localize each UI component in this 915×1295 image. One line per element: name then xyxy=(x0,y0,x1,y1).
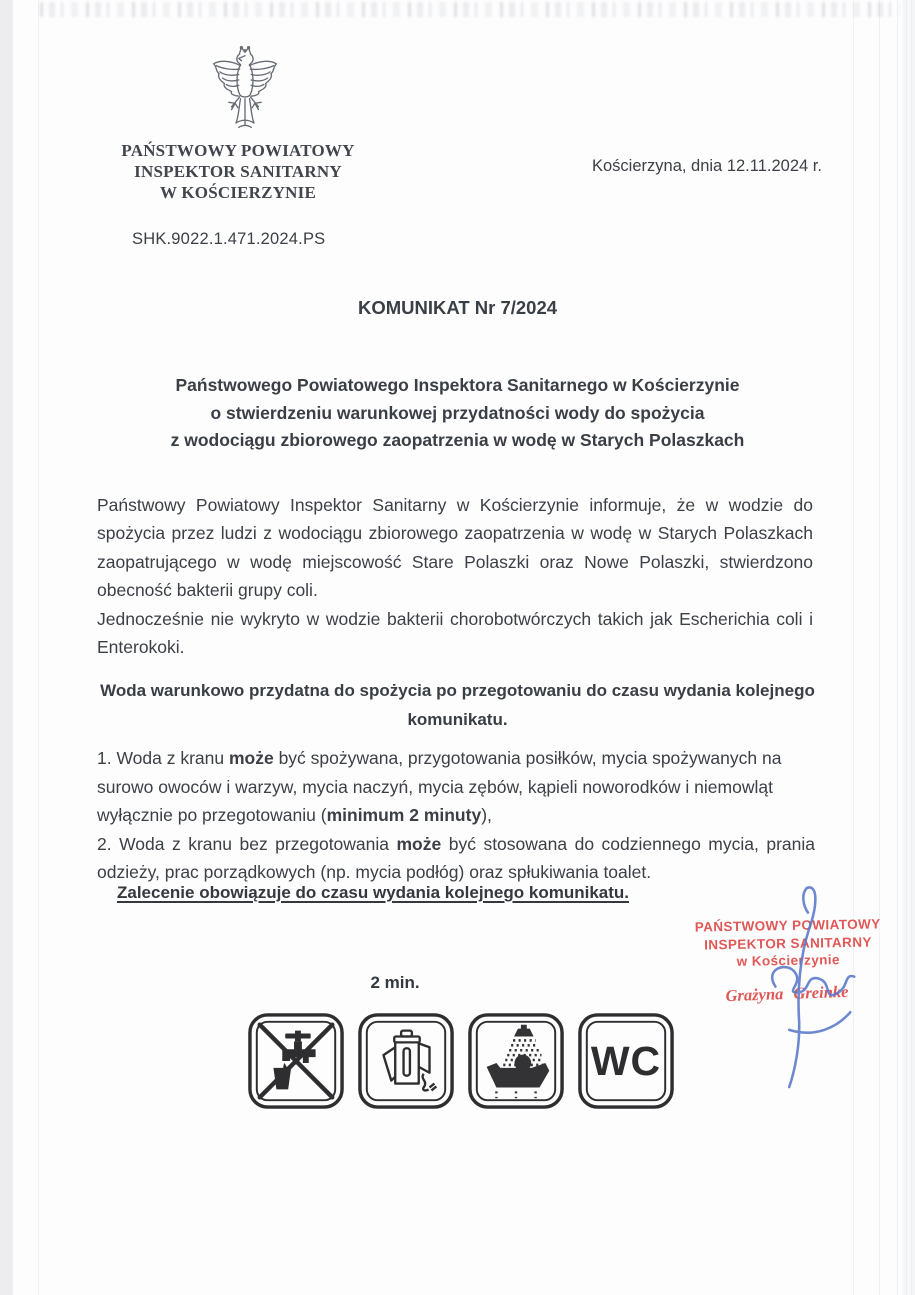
document-title: KOMUNIKAT Nr 7/2024 xyxy=(357,297,558,318)
stamp-signatory-name: Grażyna Greinke xyxy=(725,981,849,1006)
item2-bold-moze: może xyxy=(396,833,442,854)
subtitle-line: o stwierdzeniu warunkowej przydatności wody do spożycia xyxy=(210,402,705,423)
wc-label: WC xyxy=(590,1037,662,1084)
org-name-line: INSPEKTOR SANITARNY xyxy=(134,162,342,181)
item1-text: 1. Woda z kranu xyxy=(97,748,229,768)
boil-duration-caption: 2 min. xyxy=(370,973,420,992)
stamp-line: w Kościerzynie xyxy=(736,952,840,969)
pictogram-row xyxy=(247,1012,675,1110)
scan-edge-right xyxy=(903,0,915,1295)
polish-eagle-emblem-icon xyxy=(203,45,287,131)
item1-text: być spożywana, przygotowania posiłków, mycia spożywanych na surowo owoców i warzyw, mycia naczyń, mycia zębów, kąpieli noworodków i niemowląt wyłącznie po przegotowaniu ( xyxy=(97,748,782,826)
kettle-boil-icon xyxy=(357,1012,455,1110)
handwritten-signature xyxy=(742,882,868,1094)
subtitle-line: Państwowego Powiatowego Inspektora Sanitarnego w Kościerzynie xyxy=(175,375,740,395)
paragraph-findings: Państwowy Powiatowy Inspektor Sanitarny w Kościerzynie informuje, że w wodzie do spożycia przez ludzi z wodociągu zbiorowego zaopatrzenia w wodę w Starych Polaszkach zaopatrującego w wodę miejscowość Stare Polaszki oraz Nowe Polaszki, stwierdzono obecność bakterii grupy coli. xyxy=(97,495,813,601)
baby-bath-shower-icon xyxy=(467,1012,565,1110)
document-reference-number: SHK.9022.1.471.2024.PS xyxy=(132,230,326,248)
scan-line-right-1 xyxy=(853,0,854,1295)
item1-text: ), xyxy=(481,805,492,826)
org-name-block xyxy=(108,140,368,203)
conditional-usability-notice xyxy=(100,676,815,734)
instruction-item-1 xyxy=(97,744,815,830)
item2-text: być stosowana do codziennego mycia, prania odzieży, prac porządkowych (np. mycia podłóg) oraz spłukiwania toalet. xyxy=(97,833,815,883)
instructions-list xyxy=(97,744,815,887)
document-date: Kościerzyna, dnia 12.11.2024 r. xyxy=(592,157,822,175)
no-drinking-tap-water-icon xyxy=(247,1012,345,1110)
scan-line-left xyxy=(38,0,39,1295)
recommendation-line xyxy=(97,883,649,903)
document-subtitle xyxy=(100,372,815,455)
notice-line: komunikatu. xyxy=(407,710,508,729)
stamp-line: PAŃSTWOWY POWIATOWY xyxy=(694,916,881,935)
scan-line-right-3 xyxy=(897,0,898,1295)
org-name-line: W KOŚCIERZYNIE xyxy=(160,183,316,202)
instruction-item-2 xyxy=(97,830,815,887)
recommendation-text: Zalecenie obowiązuje do czasu wydania kolejnego komunikatu. xyxy=(116,883,629,902)
item1-bold-moze: może xyxy=(228,748,274,768)
scan-edge-left xyxy=(0,0,13,1295)
stamp-line: INSPEKTOR SANITARNY xyxy=(704,934,872,952)
org-name-line: PAŃSTWOWY POWIATOWY xyxy=(121,141,355,160)
body-text-block xyxy=(97,491,813,661)
item1-bold-minimum: minimum 2 minuty xyxy=(326,805,482,826)
scan-noise-band xyxy=(40,2,900,17)
subtitle-line: z wodociągu zbiorowego zaopatrzenia w wodę w Starych Polaszkach xyxy=(170,430,745,450)
paragraph-no-pathogens: Jednocześnie nie wykryto w wodzie bakterii chorobotwórczych takich jak Escherichia coli i Enterokoki. xyxy=(97,608,813,658)
notice-line: Woda warunkowo przydatna do spożycia po przegotowaniu do czasu wydania kolejnego xyxy=(100,681,815,700)
scan-line-right-2 xyxy=(879,0,880,1295)
wc-icon xyxy=(577,1012,675,1110)
item2-text: 2. Woda z kranu bez przegotowania xyxy=(97,833,397,854)
